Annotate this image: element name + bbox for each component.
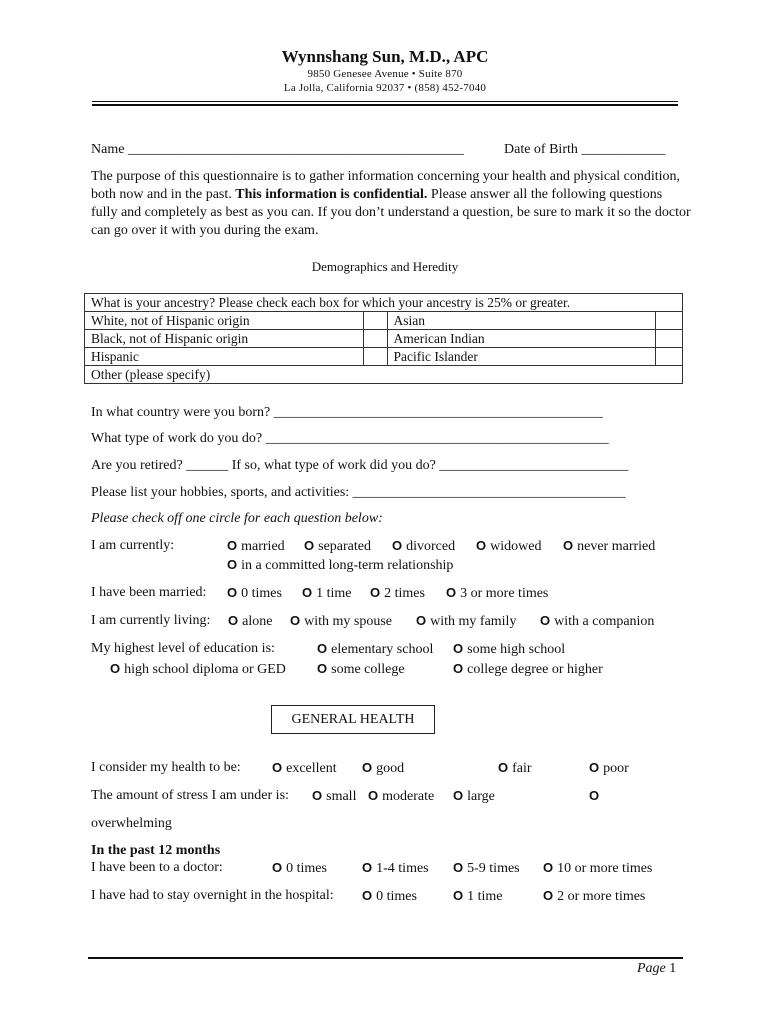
ancestry-label: Pacific Islander — [387, 348, 655, 366]
radio-option[interactable] — [563, 538, 655, 555]
header-divider-thin — [92, 101, 678, 102]
option-label: divorced — [406, 539, 456, 554]
radio-option[interactable] — [543, 888, 645, 905]
radio-circle-icon[interactable]: O — [110, 661, 121, 676]
practice-city-phone: La Jolla, California 92037 • (858) 452-7040 — [283, 82, 487, 94]
option-label: poor — [603, 761, 629, 776]
option-label: separated — [318, 539, 371, 554]
page-number-value: 1 — [669, 961, 677, 976]
option-label: some college — [331, 662, 405, 677]
option-label: 1 time — [316, 586, 352, 601]
radio-option[interactable] — [543, 860, 652, 877]
ancestry-label: American Indian — [387, 330, 655, 348]
ancestry-checkbox[interactable] — [364, 348, 387, 366]
education-label: My highest level of education is: — [91, 641, 275, 656]
option-label: with my spouse — [304, 614, 393, 629]
radio-option[interactable] — [589, 788, 603, 805]
demographics-caption: Demographics and Heredity — [311, 259, 459, 274]
radio-option[interactable] — [312, 788, 356, 805]
radio-circle-icon[interactable]: O — [362, 888, 373, 903]
radio-circle-icon[interactable]: O — [543, 860, 554, 875]
radio-option[interactable] — [446, 585, 548, 602]
radio-option[interactable] — [317, 661, 405, 678]
radio-circle-icon[interactable]: O — [290, 613, 301, 628]
stress-label: The amount of stress I am under is: — [91, 788, 289, 803]
ancestry-checkbox[interactable] — [655, 312, 682, 330]
ancestry-header: What is your ancestry? Please check each box for which your ancestry is 25% or greater. — [85, 294, 683, 312]
radio-option[interactable] — [362, 888, 417, 905]
work-question[interactable]: What type of work do you do? _________________________________________________ — [91, 431, 609, 446]
radio-option[interactable] — [304, 538, 371, 555]
radio-option[interactable] — [416, 613, 516, 630]
option-label: 3 or more times — [460, 586, 549, 601]
past-12-months-heading: In the past 12 months — [91, 843, 221, 858]
radio-option[interactable] — [362, 860, 429, 877]
page-word: Page — [637, 961, 666, 976]
option-label: with a companion — [554, 614, 655, 629]
practice-title: Wynnshang Sun, M.D., APC — [281, 47, 489, 66]
ancestry-row — [85, 330, 683, 348]
radio-circle-icon[interactable]: O — [416, 613, 427, 628]
radio-circle-icon[interactable]: O — [498, 760, 509, 775]
intro-text-2: Please answer all the following questions fully and completely as best as you can. If you don’t understand a question, be sure to mark it so the doctor can go over it with you during the exam. — [91, 187, 691, 238]
radio-circle-icon[interactable]: O — [476, 538, 487, 553]
option-label: never married — [577, 539, 656, 554]
option-label: 2 times — [384, 586, 425, 601]
option-label: small — [326, 789, 357, 804]
option-label: 1-4 times — [376, 861, 429, 876]
radio-circle-icon[interactable]: O — [563, 538, 574, 553]
radio-option[interactable] — [362, 760, 404, 777]
radio-option[interactable] — [453, 661, 603, 678]
radio-circle-icon[interactable]: O — [272, 760, 283, 775]
radio-circle-icon[interactable]: O — [272, 860, 283, 875]
health-label: I consider my health to be: — [91, 760, 241, 775]
option-label: college degree or higher — [467, 662, 603, 677]
radio-option[interactable] — [370, 585, 425, 602]
name-field[interactable]: Name ________________________________________________ — [91, 142, 464, 157]
radio-circle-icon[interactable]: O — [453, 788, 464, 803]
radio-circle-icon[interactable]: O — [453, 888, 464, 903]
hobbies-question[interactable]: Please list your hobbies, sports, and activities: _______________________________________ — [91, 485, 626, 500]
radio-circle-icon[interactable]: O — [317, 641, 328, 656]
option-label: 5-9 times — [467, 861, 520, 876]
ancestry-checkbox[interactable] — [364, 312, 387, 330]
married-times-label: I have been married: — [91, 585, 207, 600]
radio-option[interactable] — [453, 888, 503, 905]
option-label: 1 time — [467, 889, 503, 904]
option-label: married — [241, 539, 285, 554]
marital-label: I am currently: — [91, 538, 175, 553]
ancestry-row — [85, 312, 683, 330]
radio-circle-icon[interactable]: O — [368, 788, 379, 803]
footer-divider — [88, 957, 683, 959]
radio-option[interactable] — [290, 613, 392, 630]
option-label: high school diploma or GED — [124, 662, 286, 677]
header-divider-thick — [92, 104, 678, 106]
intro-text-1: The purpose of this questionnaire is to gather information concerning your health and physical condition, both now and in the past. — [91, 169, 681, 202]
radio-circle-icon[interactable]: O — [228, 613, 239, 628]
doctor-visits-label: I have been to a doctor: — [91, 860, 223, 875]
option-label: 0 times — [376, 889, 417, 904]
radio-circle-icon[interactable]: O — [312, 788, 323, 803]
radio-circle-icon[interactable]: O — [304, 538, 315, 553]
option-label: with my family — [430, 614, 517, 629]
radio-option[interactable] — [589, 760, 629, 777]
option-label: 0 times — [241, 586, 282, 601]
option-label: alone — [242, 614, 273, 629]
radio-option[interactable] — [272, 860, 327, 877]
radio-option[interactable] — [228, 613, 272, 630]
radio-option[interactable] — [453, 860, 520, 877]
radio-circle-icon[interactable]: O — [227, 585, 238, 600]
living-label: I am currently living: — [91, 613, 211, 628]
ancestry-table — [84, 293, 683, 384]
radio-circle-icon[interactable]: O — [227, 538, 238, 553]
radio-circle-icon[interactable]: O — [370, 585, 381, 600]
option-label: 10 or more times — [557, 861, 653, 876]
intro-confidential: This information is confidential. — [235, 187, 428, 202]
option-label: excellent — [286, 761, 337, 776]
radio-circle-icon[interactable]: O — [446, 585, 457, 600]
radio-option[interactable] — [368, 788, 434, 805]
radio-option[interactable] — [227, 557, 453, 574]
ancestry-label: White, not of Hispanic origin — [85, 312, 364, 330]
option-label: in a committed long-term relationship — [241, 558, 454, 573]
ancestry-label: Hispanic — [85, 348, 364, 366]
ancestry-other[interactable]: Other (please specify) — [85, 366, 683, 384]
radio-circle-icon[interactable]: O — [453, 661, 464, 676]
option-label: elementary school — [331, 642, 434, 657]
instructions: Please check off one circle for each question below: — [91, 511, 383, 526]
radio-circle-icon[interactable]: O — [362, 760, 373, 775]
stress-option-overwhelming: overwhelming — [91, 816, 172, 831]
retired-question[interactable]: Are you retired? ______ If so, what type of work did you do? ___________________________ — [91, 458, 629, 473]
radio-circle-icon[interactable]: O — [302, 585, 313, 600]
option-label: fair — [512, 761, 532, 776]
radio-circle-icon[interactable]: O — [392, 538, 403, 553]
general-health-heading: GENERAL HEALTH — [271, 705, 435, 734]
radio-option[interactable] — [227, 585, 282, 602]
ancestry-row — [85, 348, 683, 366]
radio-circle-icon[interactable]: O — [317, 661, 328, 676]
radio-option[interactable] — [453, 788, 495, 805]
hospital-stays-label: I have had to stay overnight in the hospital: — [91, 888, 334, 903]
ancestry-label: Black, not of Hispanic origin — [85, 330, 364, 348]
date-of-birth-field[interactable]: Date of Birth ____________ — [504, 142, 666, 157]
option-label: large — [467, 789, 495, 804]
ancestry-checkbox[interactable] — [655, 330, 682, 348]
radio-circle-icon[interactable]: O — [589, 760, 600, 775]
option-label: 2 or more times — [557, 889, 646, 904]
option-label: some high school — [467, 642, 566, 657]
radio-option[interactable] — [227, 538, 285, 555]
option-label: good — [376, 761, 405, 776]
radio-option[interactable] — [453, 641, 565, 658]
option-label: moderate — [382, 789, 435, 804]
country-question[interactable]: In what country were you born? _______________________________________________ — [91, 405, 603, 420]
radio-option[interactable] — [392, 538, 455, 555]
option-label: 0 times — [286, 861, 327, 876]
practice-address: 9850 Genesee Avenue • Suite 870 — [307, 68, 463, 80]
radio-circle-icon[interactable]: O — [543, 888, 554, 903]
radio-circle-icon[interactable]: O — [453, 860, 464, 875]
radio-circle-icon[interactable]: O — [540, 613, 551, 628]
ancestry-checkbox[interactable] — [655, 348, 682, 366]
radio-option[interactable] — [476, 538, 541, 555]
ancestry-checkbox[interactable] — [364, 330, 387, 348]
intro-paragraph — [91, 168, 691, 240]
radio-circle-icon[interactable]: O — [227, 557, 238, 572]
radio-option[interactable] — [540, 613, 654, 630]
radio-option[interactable] — [272, 760, 337, 777]
radio-option[interactable] — [498, 760, 532, 777]
ancestry-header-row — [85, 294, 683, 312]
option-label: widowed — [490, 539, 542, 554]
radio-option[interactable] — [110, 661, 286, 678]
page-number — [637, 961, 676, 977]
radio-option[interactable] — [302, 585, 352, 602]
radio-option[interactable] — [317, 641, 433, 658]
radio-circle-icon[interactable]: O — [589, 788, 600, 803]
radio-circle-icon[interactable]: O — [362, 860, 373, 875]
radio-circle-icon[interactable]: O — [453, 641, 464, 656]
ancestry-label: Asian — [387, 312, 655, 330]
ancestry-other-row — [85, 366, 683, 384]
